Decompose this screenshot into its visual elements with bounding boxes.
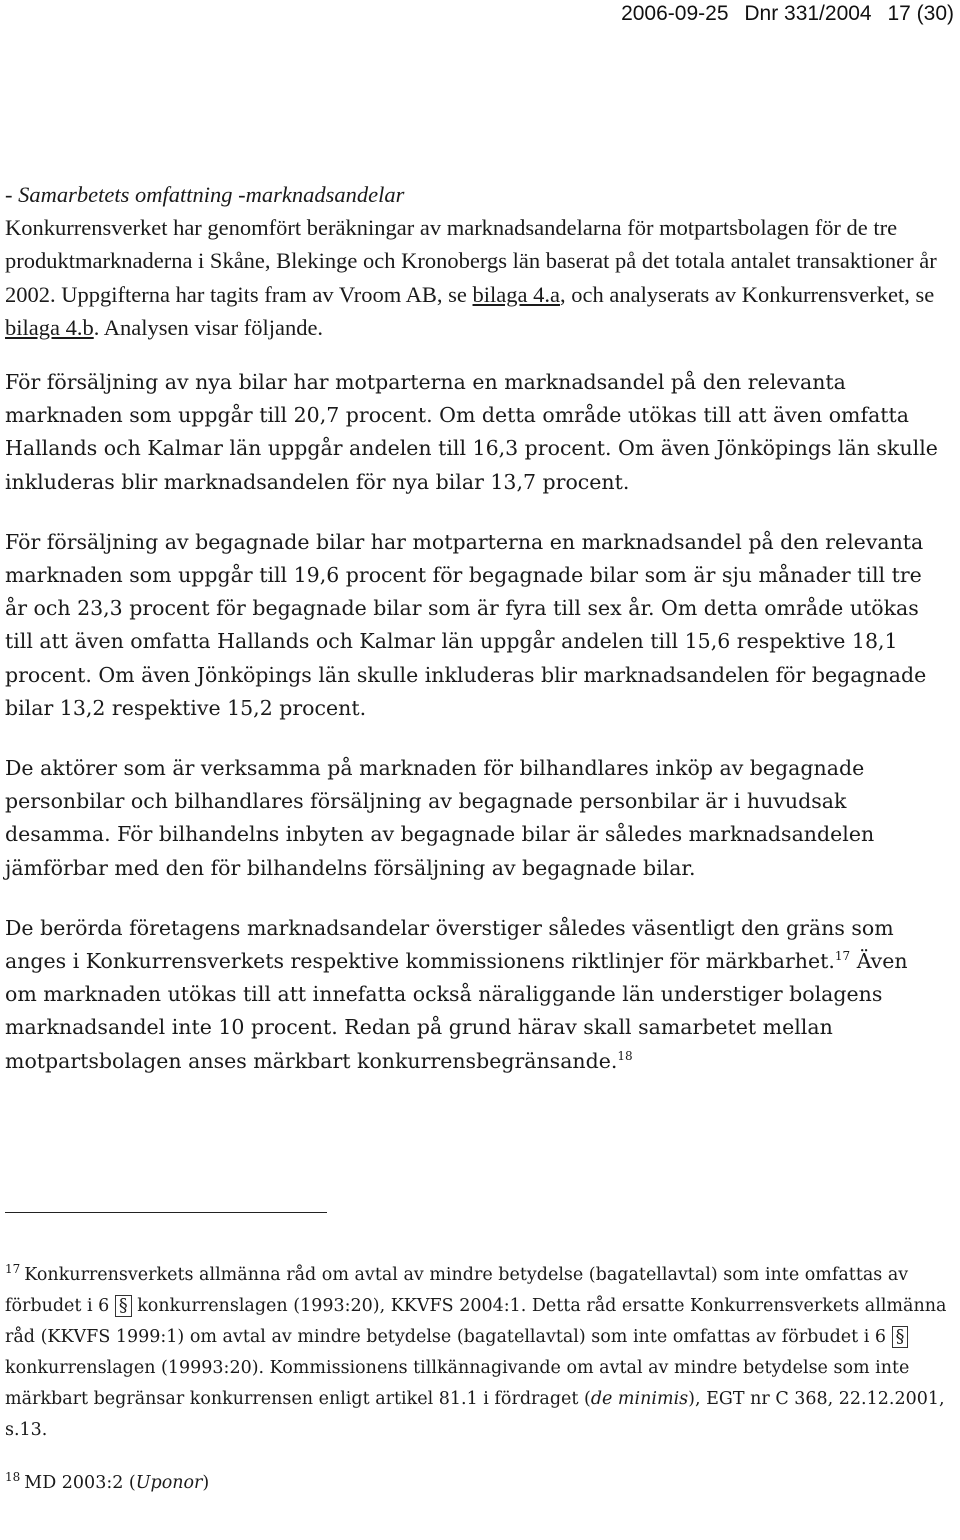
- paragraph-dealers: De aktörer som är verksamma på marknaden för bilhandlares inköp av begagnade personbilar och bilhandlares försäljning av begagnade personbilar är i huvudsak desamma. För bilhandelns inbyten av begagnade bilar är således marknadsandelen jämförbar med den för bilhandelns försäljning av begagnade bilar.: [5, 756, 875, 880]
- intro-text-1: Konkurrensverket har genomfört beräkningar av marknadsandelarna för motpartsbolagen för de tre produktmarknaderna i Skåne, Blekinge och Kronobergs län baserat på det totala antalet transaktioner år 2002. Uppgifterna har tagits fram av Vroom AB, se: [5, 215, 937, 307]
- footnote-17-text-c: konkurrenslagen (19993:20). Kommissionens tillkännagivande om avtal av mindre betydelse som inte märkbart begränsar konkurrensen enligt artikel 81.1 i fördraget (: [5, 1358, 910, 1409]
- footnote-ref-17[interactable]: 17: [834, 949, 851, 964]
- footnote-divider: [5, 1212, 327, 1213]
- bilaga-4a-link[interactable]: bilaga 4.a: [472, 281, 560, 307]
- footnote-18: [5, 1468, 950, 1499]
- paragraph-used-cars: För försäljning av begagnade bilar har motparterna en marknadsandel på den relevanta marknaden som uppgår till 19,6 procent för begagnade bilar som är sju månader till tre år och 23,3 procent för begagnade bilar som är fyra till sex år. Om detta område utökas till att även omfatta Hallands och Kalmar län uppgår andelen till 15,6 respektive 18,1 procent. Om även Jönköpings län skulle inkluderas blir marknadsandelen för begagnade bilar 13,2 respektive 15,2 procent.: [5, 529, 927, 720]
- footnote-17-number: 17: [5, 1262, 21, 1277]
- document-body: [5, 178, 945, 1105]
- page-header: [611, 2, 954, 26]
- section-heading: - Samarbetets omfattning -marknadsandelar: [5, 182, 405, 207]
- section-symbol: §: [115, 1295, 132, 1317]
- footnote-17-text-b: konkurrenslagen (1993:20), KKVFS 2004:1. Detta råd ersatte Konkurrensverkets allmänna råd (KKVFS 1999:1) om avtal av mindre betydelse (bagatellavtal) som inte omfattas av förbudet i 6: [5, 1296, 947, 1347]
- intro-text-3: . Analysen visar följande.: [93, 314, 324, 340]
- intro-text-2: , och analyserats av Konkurrensverket, se: [559, 281, 935, 307]
- footnote-18-text-a: MD 2003:2 (: [24, 1473, 136, 1493]
- paragraph-new-cars: För försäljning av nya bilar har motparterna en marknadsandel på den relevanta marknaden som uppgår till 20,7 procent. Om detta område utökas till att även omfatta Hallands och Kalmar län uppgår andelen till 16,3 procent. Om även Jönköpings län skulle inkluderas blir marknadsandelen för nya bilar 13,7 procent.: [5, 370, 938, 494]
- header-page-number: 17 (30): [887, 2, 954, 25]
- footnote-18-number: 18: [5, 1470, 21, 1485]
- footnote-17-text-d: ), EGT nr C 368, 22.12.2001, s.13.: [5, 1389, 945, 1440]
- footnotes: [5, 1260, 950, 1521]
- footnote-17-italic: de minimis: [590, 1389, 689, 1409]
- p4-text-a: De berörda företagens marknadsandelar överstiger således väsentligt den gräns som anges i Konkurrensverkets respektive kommissionens riktlinjer för märkbarhet.: [5, 915, 894, 974]
- p4-text-b: Även om marknaden utökas till att innefatta också näraliggande län understiger bolagens marknadsandel inte 10 procent. Redan på grund härav skall samarbetet mellan motpartsbolagen anses märkbart konkurrensbegränsande.: [5, 949, 908, 1073]
- section-block: [5, 178, 945, 344]
- footnote-17: [5, 1260, 950, 1446]
- bilaga-4b-link[interactable]: bilaga 4.b: [5, 314, 94, 340]
- header-dnr: Dnr 331/2004: [744, 2, 872, 25]
- header-date: 2006-09-25: [621, 2, 729, 25]
- footnote-18-text-b: ): [202, 1473, 210, 1493]
- footnote-18-italic: Uponor: [135, 1473, 203, 1493]
- section-symbol: §: [892, 1326, 909, 1348]
- footnote-ref-18[interactable]: 18: [617, 1048, 633, 1063]
- paragraph-market-share: [5, 912, 945, 1078]
- footnote-17-text-a: Konkurrensverkets allmänna råd om avtal av mindre betydelse (bagatellavtal) som inte omfattas av förbudet i 6: [5, 1265, 909, 1316]
